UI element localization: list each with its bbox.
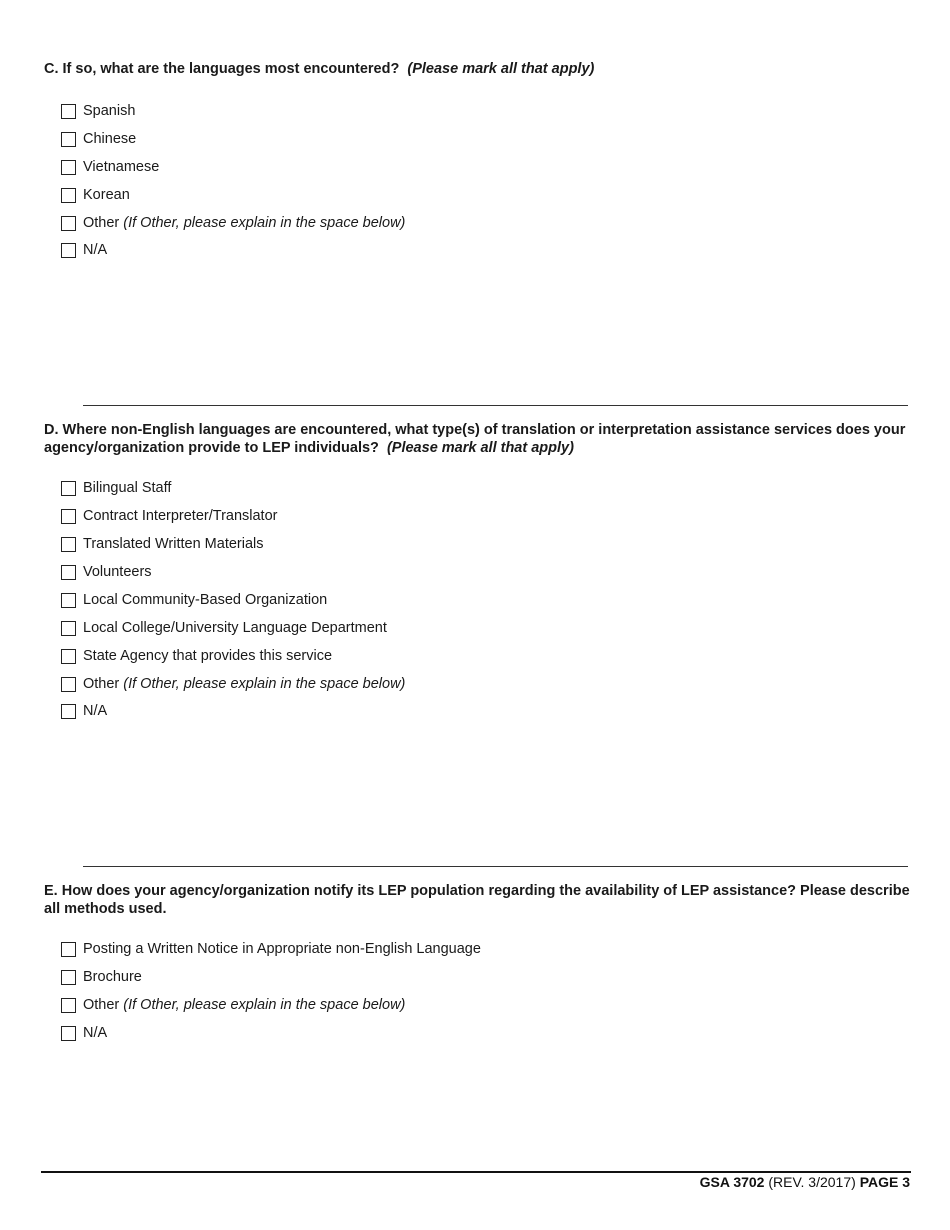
option-c-spanish[interactable] [61,102,135,120]
option-c-chinese[interactable] [61,130,136,148]
option-label: Bilingual Staff [83,480,172,496]
question-e-title [44,882,914,918]
checkbox[interactable] [61,565,76,580]
checkbox[interactable] [61,537,76,552]
question-e-text: E. How does your agency/organization notify its LEP population regarding the availability of LEP assistance? Please describe all methods used. [44,883,910,917]
checkbox[interactable] [61,998,76,1013]
option-label: Translated Written Materials [83,536,264,552]
option-c-korean[interactable] [61,186,130,204]
checkbox[interactable] [61,104,76,119]
option-d-bilingual-staff[interactable] [61,479,171,497]
question-c-text: C. If so, what are the languages most encountered? [44,61,400,77]
checkbox[interactable] [61,621,76,636]
checkbox[interactable] [61,509,76,524]
option-e-brochure[interactable] [61,968,142,986]
option-label: Korean [83,187,130,203]
option-d-na[interactable] [61,702,107,720]
option-label: N/A [83,242,108,258]
option-label: Local Community-Based Organization [83,592,328,608]
question-d-title [44,421,914,457]
option-c-na[interactable] [61,241,107,259]
page-number: PAGE 3 [859,1174,910,1190]
checkbox[interactable] [61,132,76,147]
option-label: Other [83,676,120,692]
checkbox[interactable] [61,243,76,258]
option-d-translated-materials[interactable] [61,535,264,553]
option-label: Spanish [83,103,136,119]
form-revision: (REV. 3/2017) [768,1174,856,1190]
checkbox[interactable] [61,481,76,496]
checkbox[interactable] [61,704,76,719]
option-label: Brochure [83,969,142,985]
other-note: (If Other, please explain in the space below) [123,215,406,231]
option-label: Other [83,997,120,1013]
page-footer [700,1174,910,1190]
question-d-text: D. Where non-English languages are encountered, what type(s) of translation or interpretation assistance services does your agency/organization provide to LEP individuals? [44,422,906,456]
other-note: (If Other, please explain in the space below) [123,997,406,1013]
option-label: Volunteers [83,564,152,580]
option-c-vietnamese[interactable] [61,158,159,176]
option-e-written-notice[interactable] [61,940,481,958]
option-label: Local College/University Language Department [83,620,387,636]
option-e-na[interactable] [61,1024,107,1042]
question-c-instruction: (Please mark all that apply) [407,61,595,77]
checkbox[interactable] [61,188,76,203]
other-note: (If Other, please explain in the space below) [123,676,406,692]
checkbox[interactable] [61,160,76,175]
option-label: State Agency that provides this service [83,648,333,664]
option-d-volunteers[interactable] [61,563,152,581]
footer-divider [41,1171,911,1173]
option-label: Contract Interpreter/Translator [83,508,278,524]
option-d-community-org[interactable] [61,591,327,609]
checkbox[interactable] [61,1026,76,1041]
checkbox[interactable] [61,942,76,957]
option-label: Chinese [83,131,137,147]
option-label: N/A [83,703,108,719]
option-d-contract-interpreter[interactable] [61,507,277,525]
question-d-instruction: (Please mark all that apply) [386,440,574,456]
option-d-college-dept[interactable] [61,619,387,637]
checkbox[interactable] [61,970,76,985]
checkbox[interactable] [61,593,76,608]
option-d-state-agency[interactable] [61,647,332,665]
checkbox[interactable] [61,216,76,231]
option-label: Posting a Written Notice in Appropriate non-English Language [83,941,481,957]
option-label: N/A [83,1025,108,1041]
checkbox[interactable] [61,677,76,692]
answer-line-d[interactable] [83,866,908,867]
checkbox[interactable] [61,649,76,664]
option-c-other[interactable] [61,214,405,232]
option-d-other[interactable] [61,675,405,693]
option-e-other[interactable] [61,996,405,1014]
answer-line-c[interactable] [83,405,908,406]
question-c-title [44,60,914,78]
option-label: Vietnamese [83,159,160,175]
form-number: GSA 3702 [699,1174,765,1190]
option-label: Other [83,215,120,231]
